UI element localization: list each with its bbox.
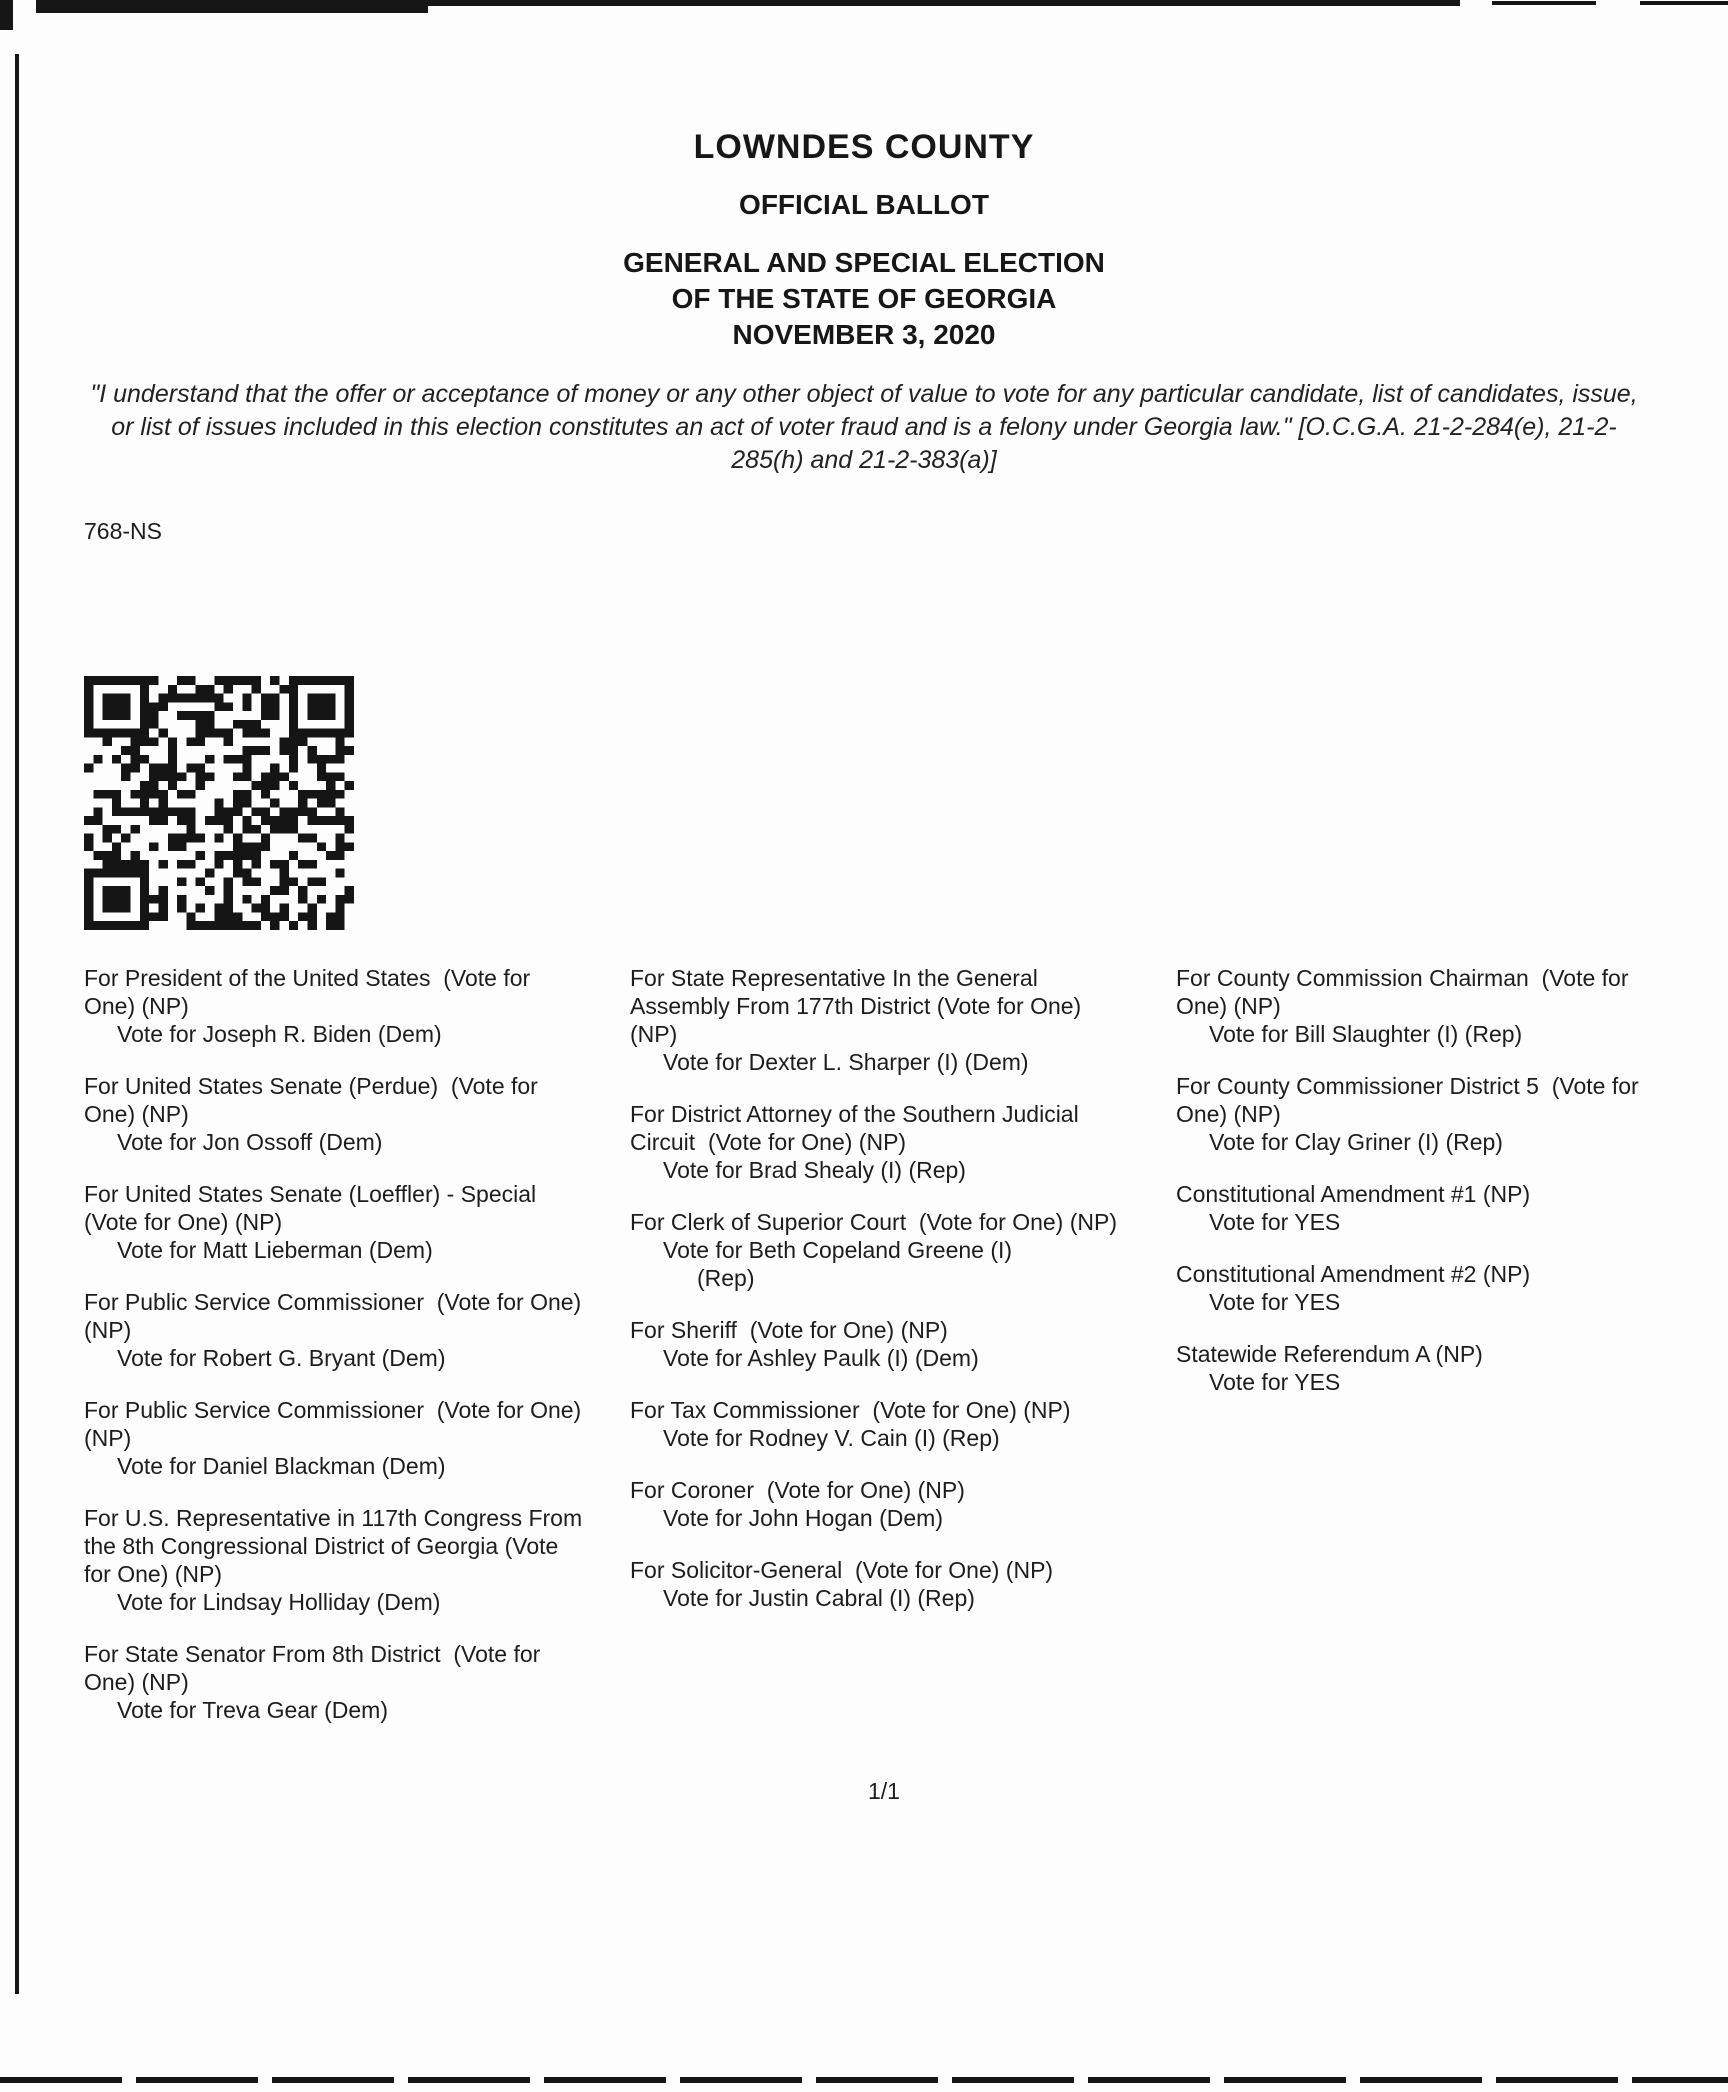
vote-selection: Vote for Daniel Blackman (Dem) xyxy=(117,1453,446,1479)
contest xyxy=(1176,1260,1676,1316)
contest-title: For United States Senate (Perdue) (Vote for One) (NP) xyxy=(84,1073,545,1127)
contest-title: For County Commission Chairman (Vote for One) (NP) xyxy=(1176,965,1635,1019)
election-name: GENERAL AND SPECIAL ELECTION xyxy=(623,247,1105,278)
contest xyxy=(84,1396,588,1480)
contest-title: Constitutional Amendment #2 (NP) xyxy=(1176,1261,1531,1287)
contest-title: For U.S. Representative in 117th Congress From the 8th Congressional District of Georgia (Vote for One) (NP) xyxy=(84,1505,589,1587)
contest xyxy=(630,1100,1130,1184)
contest xyxy=(630,1556,1130,1612)
page-number: 1/1 xyxy=(868,1778,900,1804)
contest xyxy=(84,964,584,1048)
vote-selection: Vote for Ashley Paulk (I) (Dem) xyxy=(663,1345,979,1371)
contest-title: For District Attorney of the Southern Judicial Circuit (Vote for One) (NP) xyxy=(630,1101,1086,1155)
contest-title: For Sheriff (Vote for One) (NP) xyxy=(630,1317,948,1343)
vote-selection: Vote for Jon Ossoff (Dem) xyxy=(117,1129,383,1155)
vote-selection: Vote for Joseph R. Biden (Dem) xyxy=(117,1021,442,1047)
contest xyxy=(84,1180,584,1264)
vote-selection: Vote for Rodney V. Cain (I) (Rep) xyxy=(663,1425,1000,1451)
contest xyxy=(84,1640,584,1724)
contest-title: For Public Service Commissioner (Vote for One) (NP) xyxy=(84,1397,588,1451)
contest-title: For State Representative In the General Assembly From 177th District (Vote for One) (NP) xyxy=(630,965,1088,1047)
contest xyxy=(1176,964,1676,1048)
ballot-header xyxy=(0,128,1728,353)
contest-title: For County Commissioner District 5 (Vote for One) (NP) xyxy=(1176,1073,1646,1127)
vote-selection: Vote for YES xyxy=(1209,1369,1341,1395)
contest-title: For President of the United States (Vote for One) (NP) xyxy=(84,965,537,1019)
contest xyxy=(1176,1180,1676,1236)
contest-column-3 xyxy=(1176,964,1676,1748)
voter-fraud-notice: "I understand that the offer or acceptance of money or any other object of value to vote for any particular candidate, list of candidates, issue, or list of issues included in this election constitutes an act of voter fraud and is a felony under Georgia law." [O.C.G.A. 21-2-284(e), 21-2-285(h) and 21-2-383(a)] xyxy=(90,380,1638,474)
vote-selection: Vote for Bill Slaughter (I) (Rep) xyxy=(1209,1021,1523,1047)
vote-selection: Vote for John Hogan (Dem) xyxy=(663,1505,943,1531)
contest xyxy=(630,1476,1130,1532)
contest-title: For Coroner (Vote for One) (NP) xyxy=(630,1477,965,1503)
vote-selection: Vote for YES xyxy=(1209,1209,1341,1235)
official-ballot-title: OFFICIAL BALLOT xyxy=(739,189,989,220)
contest xyxy=(84,1504,589,1616)
scan-artifact-corner-mark xyxy=(0,0,13,30)
vote-selection: Vote for Dexter L. Sharper (I) (Dem) xyxy=(663,1049,1029,1075)
contest-title: For Public Service Commissioner (Vote for One) (NP) xyxy=(84,1289,588,1343)
ballot-style-number: 768-NS xyxy=(84,518,162,544)
scan-artifact-top-dash xyxy=(1640,1,1728,5)
contest xyxy=(84,1288,588,1372)
contest xyxy=(1176,1072,1676,1156)
vote-selection: Vote for Brad Shealy (I) (Rep) xyxy=(663,1157,966,1183)
contest xyxy=(630,1396,1130,1452)
contest-title: For Clerk of Superior Court (Vote for One) (NP) xyxy=(630,1209,1117,1235)
contest xyxy=(630,964,1130,1076)
contest-column-1 xyxy=(84,964,589,1748)
contest xyxy=(630,1316,1130,1372)
election-title-block xyxy=(0,245,1728,353)
vote-selection: Vote for Lindsay Holliday (Dem) xyxy=(117,1589,441,1615)
contest xyxy=(630,1208,1130,1292)
scan-artifact-top-thick-line xyxy=(36,0,428,13)
qr-code-image xyxy=(84,676,354,930)
contest-title: For Solicitor-General (Vote for One) (NP) xyxy=(630,1557,1054,1583)
ballot-qr-code xyxy=(84,676,354,930)
contest-title: For Tax Commissioner (Vote for One) (NP) xyxy=(630,1397,1071,1423)
scan-artifact-bottom-line xyxy=(0,2077,1728,2083)
vote-selection: Vote for YES xyxy=(1209,1289,1341,1315)
vote-selection: Vote for Beth Copeland Greene (I) (Rep) xyxy=(663,1237,1013,1291)
contest-title: For United States Senate (Loeffler) - Special (Vote for One) (NP) xyxy=(84,1181,549,1235)
contest xyxy=(1176,1340,1676,1396)
vote-selection: Vote for Clay Griner (I) (Rep) xyxy=(1209,1129,1503,1155)
election-date: NOVEMBER 3, 2020 xyxy=(732,319,996,350)
contest-title: For State Senator From 8th District (Vote for One) (NP) xyxy=(84,1641,547,1695)
county-title: LOWNDES COUNTY xyxy=(693,128,1035,166)
contest-title: Statewide Referendum A (NP) xyxy=(1176,1341,1483,1367)
contest-title: Constitutional Amendment #1 (NP) xyxy=(1176,1181,1531,1207)
vote-selection: Vote for Robert G. Bryant (Dem) xyxy=(117,1345,446,1371)
contest xyxy=(84,1072,584,1156)
vote-selection: Vote for Matt Lieberman (Dem) xyxy=(117,1237,433,1263)
vote-selection: Vote for Justin Cabral (I) (Rep) xyxy=(663,1585,975,1611)
contest-column-2 xyxy=(630,964,1130,1748)
vote-selection: Vote for Treva Gear (Dem) xyxy=(117,1697,388,1723)
scan-artifact-top-dash xyxy=(1492,1,1596,5)
election-region: OF THE STATE OF GEORGIA xyxy=(671,283,1057,314)
contest-columns xyxy=(84,964,1684,1748)
